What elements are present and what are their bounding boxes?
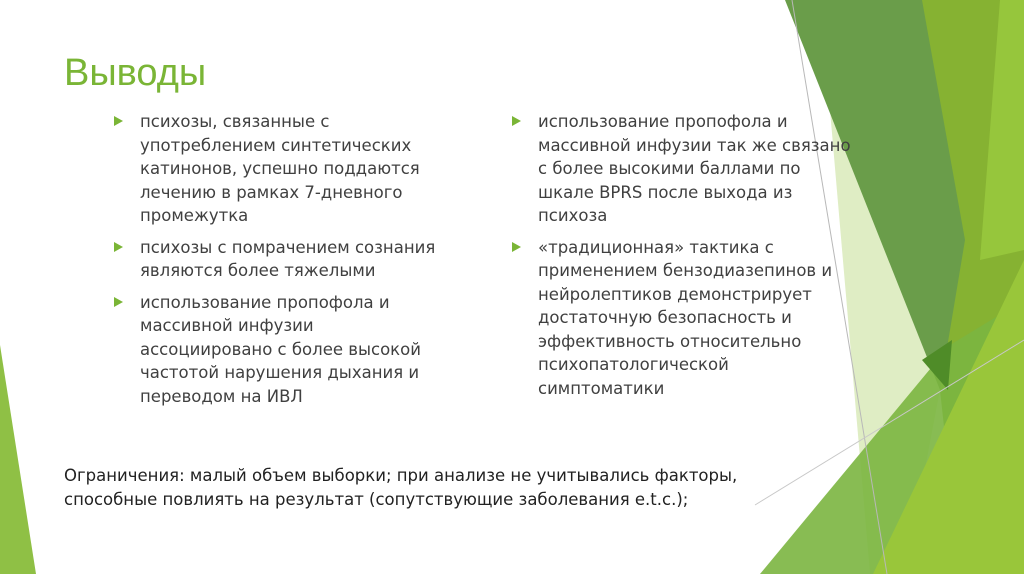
bullet-text: использование пропофола и массивной инфузии так же связано с более высокими баллами по шкале BPRS после выхода из психоза bbox=[538, 112, 851, 225]
triangle-bullet-icon bbox=[114, 116, 123, 126]
list-item bbox=[112, 236, 442, 283]
triangle-bullet-icon bbox=[512, 116, 521, 126]
bullet-text: использование пропофола и массивной инфузии ассоциировано с более высокой частотой нарушения дыхания и переводом на ИВЛ bbox=[140, 292, 421, 406]
slide-title: Выводы bbox=[64, 52, 207, 94]
triangle-bullet-icon bbox=[512, 242, 521, 252]
left-green-triangle bbox=[0, 345, 36, 574]
list-item bbox=[112, 110, 442, 228]
left-column bbox=[112, 110, 442, 416]
triangle-bullet-icon bbox=[114, 297, 123, 307]
limitations-text: Ограничения: малый объем выборки; при анализе не учитывались факторы, способные повлиять на результат (сопутствующие заболевания e.t.c.); bbox=[64, 466, 738, 509]
right-column bbox=[510, 110, 860, 408]
bullet-text: психозы, связанные с употреблением синтетических катинонов, успешно поддаются лечению в рамках 7-дневного промежутка bbox=[140, 112, 420, 225]
list-item bbox=[112, 291, 442, 409]
triangle-bullet-icon bbox=[114, 242, 123, 252]
bullet-text: психозы с помрачением сознания являются более тяжелыми bbox=[140, 237, 436, 280]
list-item bbox=[510, 110, 860, 228]
list-item bbox=[510, 236, 860, 401]
bullet-text: «традиционная» тактика с применением бензодиазепинов и нейролептиков демонстрирует достаточную безопасность и эффективность относительно психопатологической симптоматики bbox=[538, 237, 833, 398]
